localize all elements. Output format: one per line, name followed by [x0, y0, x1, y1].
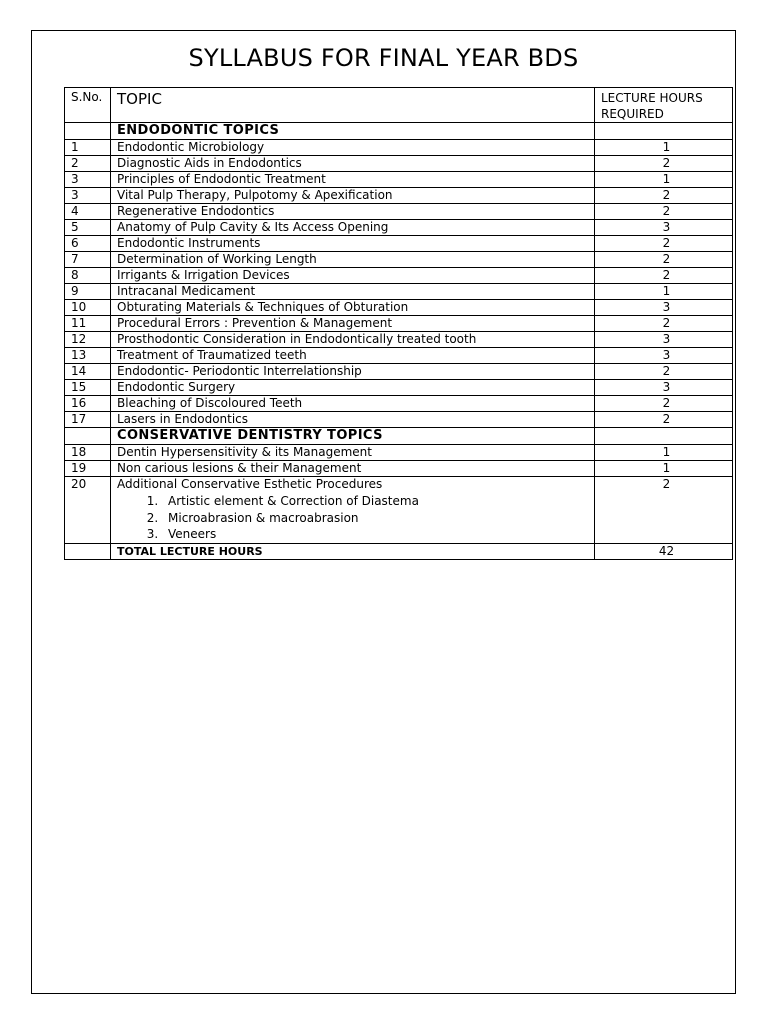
row-topic-text: Endodontic Surgery — [117, 380, 236, 394]
row-sno: 1 — [65, 140, 111, 156]
subitem: 2. Microabrasion & macroabrasion — [162, 510, 594, 527]
row-topic-text: Bleaching of Discoloured Teeth — [117, 396, 303, 410]
row-hours: 2 — [595, 412, 733, 428]
row-topic-text: Principles of Endodontic Treatment — [117, 172, 326, 186]
row-topic — [111, 236, 595, 252]
row-hours: 1 — [595, 172, 733, 188]
row-topic-text: Obturating Materials & Techniques of Obturation — [117, 300, 409, 314]
row-topic — [111, 156, 595, 172]
row-sno: 12 — [65, 332, 111, 348]
row-hours: 1 — [595, 461, 733, 477]
row-topic — [111, 300, 595, 316]
row-sno: 13 — [65, 348, 111, 364]
row-topic-text: Intracanal Medicament — [117, 284, 256, 298]
row-topic-text: Vital Pulp Therapy, Pulpotomy & Apexification — [117, 188, 393, 202]
table-row — [65, 461, 733, 477]
header-sno: S.No. — [65, 88, 111, 123]
header-lecture-hours: LECTURE HOURS REQUIRED — [595, 88, 733, 123]
row-topic-text: Non carious lesions & their Management — [117, 461, 362, 475]
row-topic — [111, 252, 595, 268]
page-title: SYLLABUS FOR FINAL YEAR BDS — [188, 44, 579, 72]
row-sno: 18 — [65, 445, 111, 461]
subitem-list — [117, 493, 594, 543]
row-hours: 1 — [595, 284, 733, 300]
row-sno: 17 — [65, 412, 111, 428]
table-row — [65, 156, 733, 172]
row-topic — [111, 172, 595, 188]
table-row — [65, 188, 733, 204]
row-topic-text: Additional Conservative Esthetic Procedures — [117, 477, 383, 491]
section-sno-cell — [65, 428, 111, 445]
row-topic — [111, 332, 595, 348]
row-sno: 16 — [65, 396, 111, 412]
row-topic — [111, 348, 595, 364]
row-sno: 4 — [65, 204, 111, 220]
table-row — [65, 445, 733, 461]
table-row — [65, 348, 733, 364]
row-hours: 2 — [595, 188, 733, 204]
row-sno: 6 — [65, 236, 111, 252]
row-topic — [111, 412, 595, 428]
table-row — [65, 380, 733, 396]
syllabus-table — [64, 87, 733, 560]
row-topic — [111, 380, 595, 396]
row-sno: 10 — [65, 300, 111, 316]
row-hours: 3 — [595, 332, 733, 348]
row-hours: 2 — [595, 268, 733, 284]
row-topic — [111, 188, 595, 204]
row-hours: 2 — [595, 236, 733, 252]
row-sno: 3 — [65, 172, 111, 188]
section-hours-cell — [595, 123, 733, 140]
row-topic — [111, 204, 595, 220]
row-sno: 9 — [65, 284, 111, 300]
row-sno: 11 — [65, 316, 111, 332]
row-hours: 2 — [595, 316, 733, 332]
row-topic-text: Endodontic Microbiology — [117, 140, 265, 154]
subitem: 3. Veneers — [162, 526, 594, 543]
row-sno: 20 — [65, 477, 111, 544]
row-topic — [111, 461, 595, 477]
row-topic — [111, 284, 595, 300]
row-topic-text: Dentin Hypersensitivity & its Management — [117, 445, 372, 459]
row-sno: 7 — [65, 252, 111, 268]
row-topic — [111, 140, 595, 156]
section-sno-cell — [65, 123, 111, 140]
header-topic: TOPIC — [111, 88, 595, 123]
table-row — [65, 284, 733, 300]
section-heading-endodontic: ENDODONTIC TOPICS — [111, 123, 595, 140]
subitem: 1. Artistic element & Correction of Diastema — [162, 493, 594, 510]
row-hours: 3 — [595, 300, 733, 316]
table-row — [65, 140, 733, 156]
row-topic-text: Regenerative Endodontics — [117, 204, 275, 218]
row-sno: 5 — [65, 220, 111, 236]
row-hours: 2 — [595, 252, 733, 268]
row-topic-text: Anatomy of Pulp Cavity & Its Access Opening — [117, 220, 389, 234]
row-topic-text: Determination of Working Length — [117, 252, 317, 266]
row-topic — [111, 220, 595, 236]
row-sno: 15 — [65, 380, 111, 396]
row-hours: 2 — [595, 396, 733, 412]
row-topic-text: Treatment of Traumatized teeth — [117, 348, 307, 362]
total-label: TOTAL LECTURE HOURS — [111, 543, 595, 559]
section-hours-cell — [595, 428, 733, 445]
total-sno-cell — [65, 543, 111, 559]
section-row-endodontic — [65, 123, 733, 140]
table-row — [65, 172, 733, 188]
section-row-conservative — [65, 428, 733, 445]
row-hours: 3 — [595, 220, 733, 236]
row-topic-text: Lasers in Endodontics — [117, 412, 249, 426]
table-row — [65, 204, 733, 220]
section-heading-conservative: CONSERVATIVE DENTISTRY TOPICS — [111, 428, 595, 445]
syllabus-table-body — [65, 88, 733, 560]
row-topic-text: Endodontic- Periodontic Interrelationship — [117, 364, 362, 378]
table-row — [65, 300, 733, 316]
table-row — [65, 412, 733, 428]
table-row — [65, 252, 733, 268]
row-sno: 3 — [65, 188, 111, 204]
row-topic — [111, 445, 595, 461]
table-row — [65, 332, 733, 348]
row-hours: 2 — [595, 477, 733, 544]
table-row — [65, 268, 733, 284]
table-row — [65, 236, 733, 252]
table-row — [65, 220, 733, 236]
total-row — [65, 543, 733, 559]
row-hours: 1 — [595, 140, 733, 156]
row-hours: 2 — [595, 364, 733, 380]
row-hours: 2 — [595, 156, 733, 172]
table-row — [65, 316, 733, 332]
row-topic-text: Irrigants & Irrigation Devices — [117, 268, 290, 282]
row-topic-text: Procedural Errors : Prevention & Management — [117, 316, 393, 330]
row-topic — [111, 316, 595, 332]
row-topic — [111, 364, 595, 380]
total-hours: 42 — [595, 543, 733, 559]
row-sno: 14 — [65, 364, 111, 380]
row-topic — [111, 268, 595, 284]
table-header-row — [65, 88, 733, 123]
row-sno: 8 — [65, 268, 111, 284]
row-sno: 19 — [65, 461, 111, 477]
row-topic-text: Prosthodontic Consideration in Endodontically treated tooth — [117, 332, 477, 346]
row-topic — [111, 396, 595, 412]
row-topic-text: Diagnostic Aids in Endodontics — [117, 156, 302, 170]
row-sno: 2 — [65, 156, 111, 172]
row-hours: 1 — [595, 445, 733, 461]
table-row — [65, 364, 733, 380]
table-row — [65, 477, 733, 544]
row-hours: 3 — [595, 348, 733, 364]
row-hours: 2 — [595, 204, 733, 220]
row-hours: 3 — [595, 380, 733, 396]
row-topic-text: Endodontic Instruments — [117, 236, 261, 250]
row-topic — [111, 477, 595, 544]
table-row — [65, 396, 733, 412]
